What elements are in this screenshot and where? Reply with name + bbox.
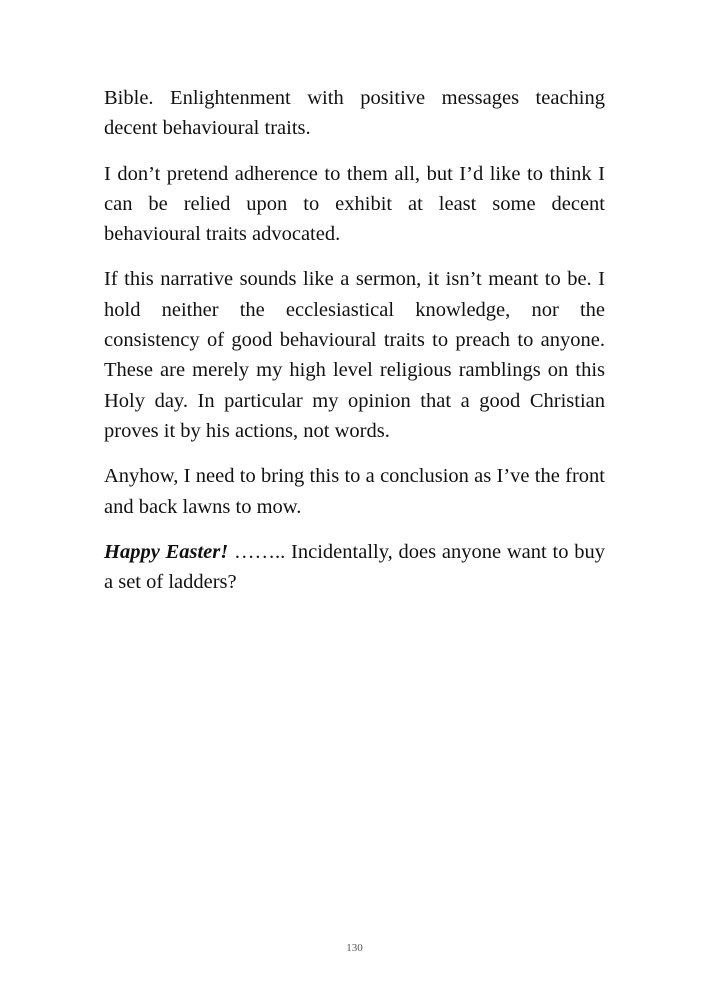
paragraph-2: I don’t pretend adherence to them all, but I’d like to think I can be relied upon to exhibit at least some decent behavioural traits advocated. — [104, 162, 605, 246]
closing-text: …….. Incidentally, does anyone want to buy a set of ladders? — [104, 540, 605, 594]
page-number: 130 — [346, 942, 363, 954]
paragraph-1: Bible. Enlightenment with positive messages teaching decent behavioural traits. — [104, 87, 605, 140]
paragraph-3: If this narrative sounds like a sermon, it isn’t meant to be. I hold neither the ecclesiastical knowledge, nor the consistency of good behavioural traits to preach to anyone. These are merely my high level religious ramblings on this Holy day. In particular my opinion that a good Christian proves it by his actions, not words. — [104, 268, 605, 442]
closing-paragraph — [104, 537, 605, 598]
paragraph-4: Anyhow, I need to bring this to a conclusion as I’ve the front and back lawns to mow. — [104, 465, 605, 518]
body-text — [104, 83, 605, 612]
closing-emphasis: Happy Easter! — [104, 540, 229, 563]
